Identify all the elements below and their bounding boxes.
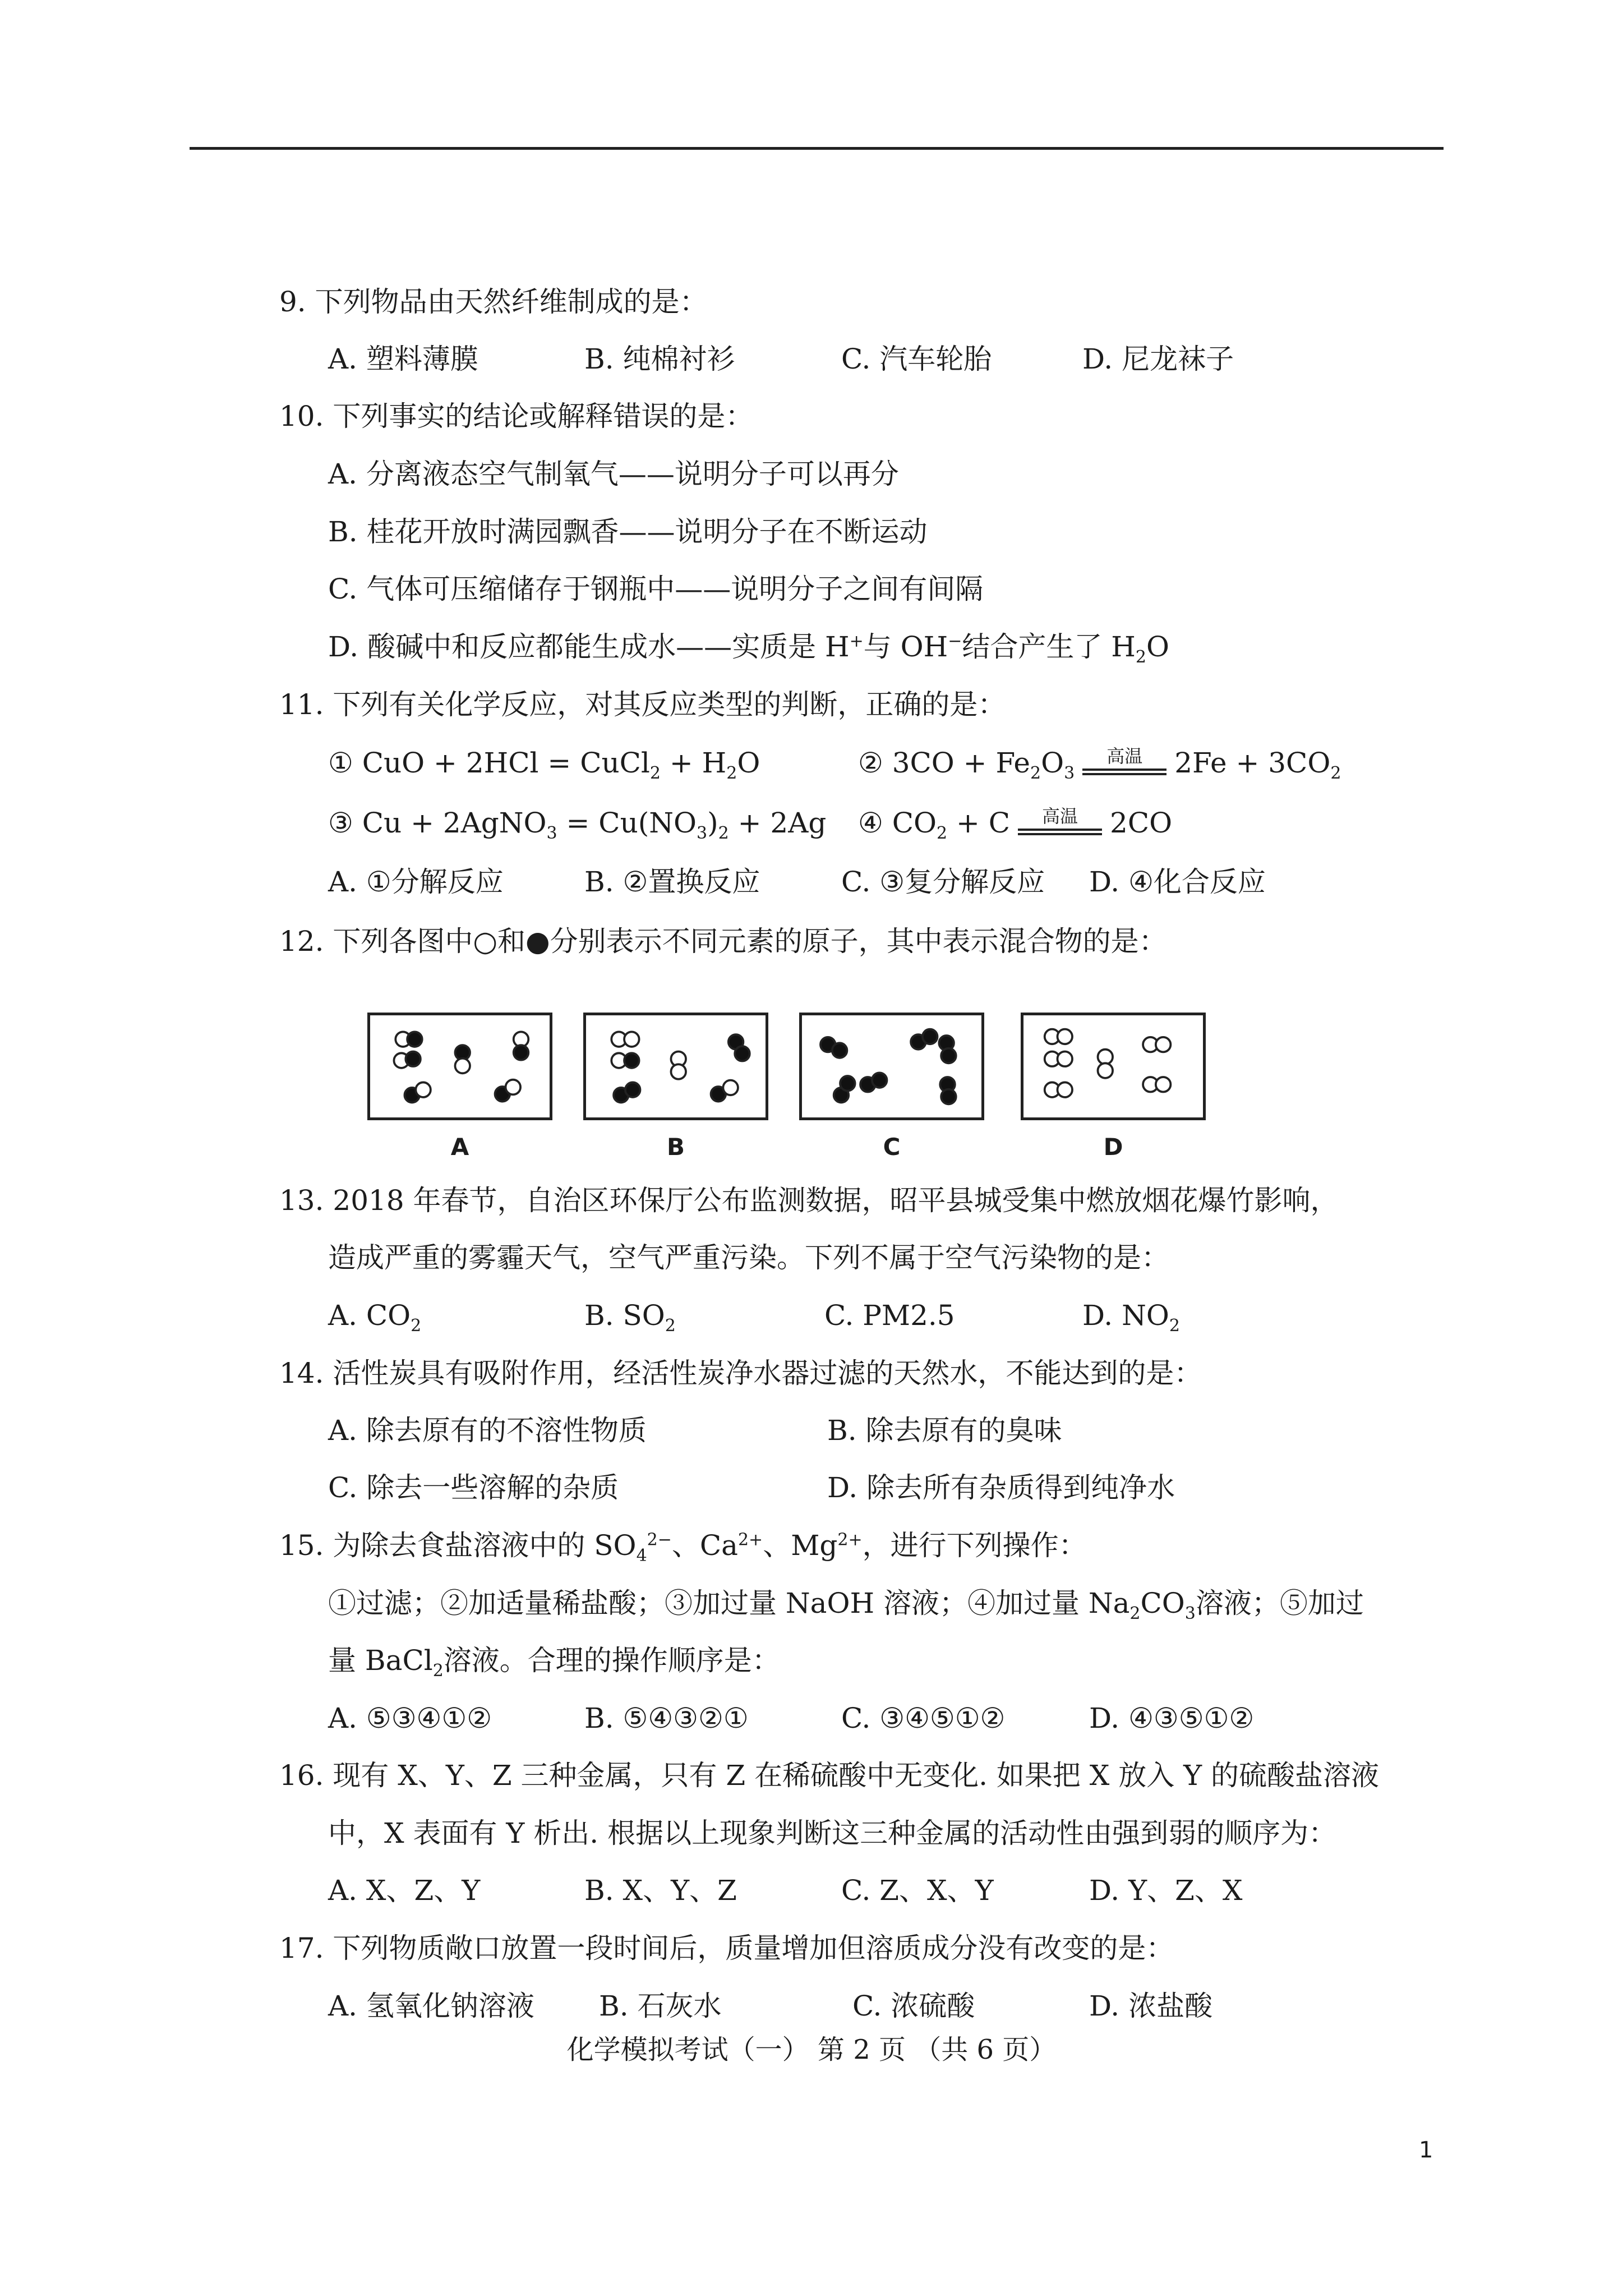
q13-option-d: D. $NO_2$	[1082, 1299, 1180, 1336]
q17-option-b: B. 石灰水	[599, 1990, 722, 2022]
q14-option-d: D. 除去所有杂质得到纯净水	[827, 1471, 1175, 1504]
q15-option-b: B. ⑤④③②①	[584, 1702, 749, 1734]
diagram-d-svg	[1023, 1015, 1203, 1117]
q10-option-b: B. 桂花开放时满园飘香——说明分子在不断运动	[328, 516, 928, 548]
diagram-a-label: A	[450, 1133, 469, 1161]
q16-option-d: D. Y、Z、X	[1089, 1874, 1243, 1907]
q10-option-c: C. 气体可压缩储存于钢瓶中——说明分子之间有间隔	[328, 573, 984, 605]
q15-option-d: D. ④③⑤①②	[1089, 1702, 1255, 1734]
reaction-condition: 高温	[1018, 806, 1102, 840]
q11-option-d: D. ④化合反应	[1089, 866, 1266, 898]
q11-reaction-1: ① CuO + 2HCl = CuCl$_2$ + $H_2O$	[328, 747, 760, 783]
q11-option-c: C. ③复分解反应	[841, 866, 1045, 898]
particle-diagram-d	[1021, 1013, 1206, 1120]
q16-option-a: A. X、Z、Y	[328, 1874, 481, 1907]
q9-option-c: C. 汽车轮胎	[841, 343, 992, 375]
particle-diagram-a	[367, 1013, 552, 1120]
q17-option-d: D. 浓盐酸	[1089, 1990, 1213, 2022]
q11-stem: 11. 下列有关化学反应，对其反应类型的判断，正确的是：	[279, 688, 1006, 721]
particle-diagram-b	[583, 1013, 768, 1120]
q9-option-b: B. 纯棉衬衫	[584, 343, 735, 375]
page-number: 1	[1419, 2137, 1433, 2163]
q14-option-c: C. 除去一些溶解的杂质	[328, 1471, 619, 1504]
header-rule	[190, 147, 1444, 150]
q13-option-c: C. PM2.5	[824, 1299, 955, 1332]
q13-option-b: B. $SO_2$	[584, 1299, 676, 1336]
page-footer: 化学模拟考试（一） 第 2 页 （共 6 页）	[566, 2034, 1057, 2065]
q17-option-c: C. 浓硫酸	[852, 1990, 975, 2022]
particle-diagram-c	[799, 1013, 984, 1120]
q16-option-b: B. X、Y、Z	[584, 1874, 737, 1907]
diagram-b-svg	[586, 1015, 766, 1117]
q15-operations-continued: 量 BaCl$_2$溶液。合理的操作顺序是：	[328, 1644, 780, 1681]
q11-reaction-3: ③ Cu + 2AgNO$_3$ = $Cu(NO_3)_2 + 2Ag$	[328, 807, 827, 843]
q15-option-c: C. ③④⑤①②	[841, 1702, 1006, 1734]
q11-option-a: A. ①分解反应	[328, 866, 504, 898]
q17-stem: 17. 下列物质敞口放置一段时间后，质量增加但溶质成分没有改变的是：	[279, 1932, 1174, 1964]
q15-operations: ①过滤；②加适量稀盐酸；③加过量 NaOH 溶液；④加过量 $Na_2CO_3$溶液；⑤加过	[328, 1587, 1364, 1623]
q13-option-a: A. $CO_2$	[328, 1299, 422, 1336]
diagram-c-label: C	[883, 1133, 901, 1161]
q13-stem-continued: 造成严重的雾霾天气，空气严重污染。下列不属于空气污染物的是：	[328, 1241, 1169, 1274]
q12-stem: 12. 下列各图中○和●分别表示不同元素的原子，其中表示混合物的是：	[279, 925, 1167, 958]
q15-stem: 15. 为除去食盐溶液中的 $SO_4^{2-}$、$Ca^{2+}$、$Mg^{2+}$，进行下列操作：	[279, 1529, 1087, 1566]
q14-option-b: B. 除去原有的臭味	[827, 1414, 1062, 1447]
q14-stem: 14. 活性炭具有吸附作用，经活性炭净水器过滤的天然水，不能达到的是：	[279, 1357, 1202, 1389]
q10-option-d: D. 酸碱中和反应都能生成水——实质是 H+与 OH−结合产生了 $H_2O$	[328, 631, 1169, 667]
q13-stem: 13. 2018 年春节，自治区环保厅公布监测数据，昭平县城受集中燃放烟花爆竹影响，	[279, 1184, 1339, 1217]
diagram-b-label: B	[666, 1133, 685, 1161]
q10-stem: 10. 下列事实的结论或解释错误的是：	[279, 400, 754, 432]
diagram-a-svg	[370, 1015, 550, 1117]
q10-option-a: A. 分离液态空气制氧气——说明分子可以再分	[328, 458, 899, 490]
q15-option-a: A. ⑤③④①②	[328, 1702, 492, 1734]
q9-option-d: D. 尼龙袜子	[1082, 343, 1234, 375]
q11-reaction-2: ② $3CO + Fe_2O_3$ 高温 $2Fe + 3CO_2$	[858, 746, 1341, 783]
q17-option-a: A. 氢氧化钠溶液	[328, 1990, 534, 2022]
q14-option-a: A. 除去原有的不溶性物质	[328, 1414, 647, 1447]
q11-reaction-4: ④ $CO_2 + C$ 高温 2CO	[858, 806, 1173, 843]
q9-option-a: A. 塑料薄膜	[328, 343, 478, 375]
q16-stem-continued: 中，X 表面有 Y 析出. 根据以上现象判断这三种金属的活动性由强到弱的顺序为：	[328, 1817, 1337, 1849]
diagram-d-label: D	[1103, 1133, 1123, 1161]
diagram-c-svg	[802, 1015, 981, 1117]
q11-option-b: B. ②置换反应	[584, 866, 760, 898]
q9-stem: 9. 下列物品由天然纤维制成的是：	[279, 286, 708, 318]
reaction-condition: 高温	[1082, 746, 1166, 780]
q16-option-c: C. Z、X、Y	[841, 1874, 994, 1907]
q16-stem: 16. 现有 X、Y、Z 三种金属，只有 Z 在稀硫酸中无变化. 如果把 X 放入 Y 的硫酸盐溶液	[279, 1759, 1380, 1792]
